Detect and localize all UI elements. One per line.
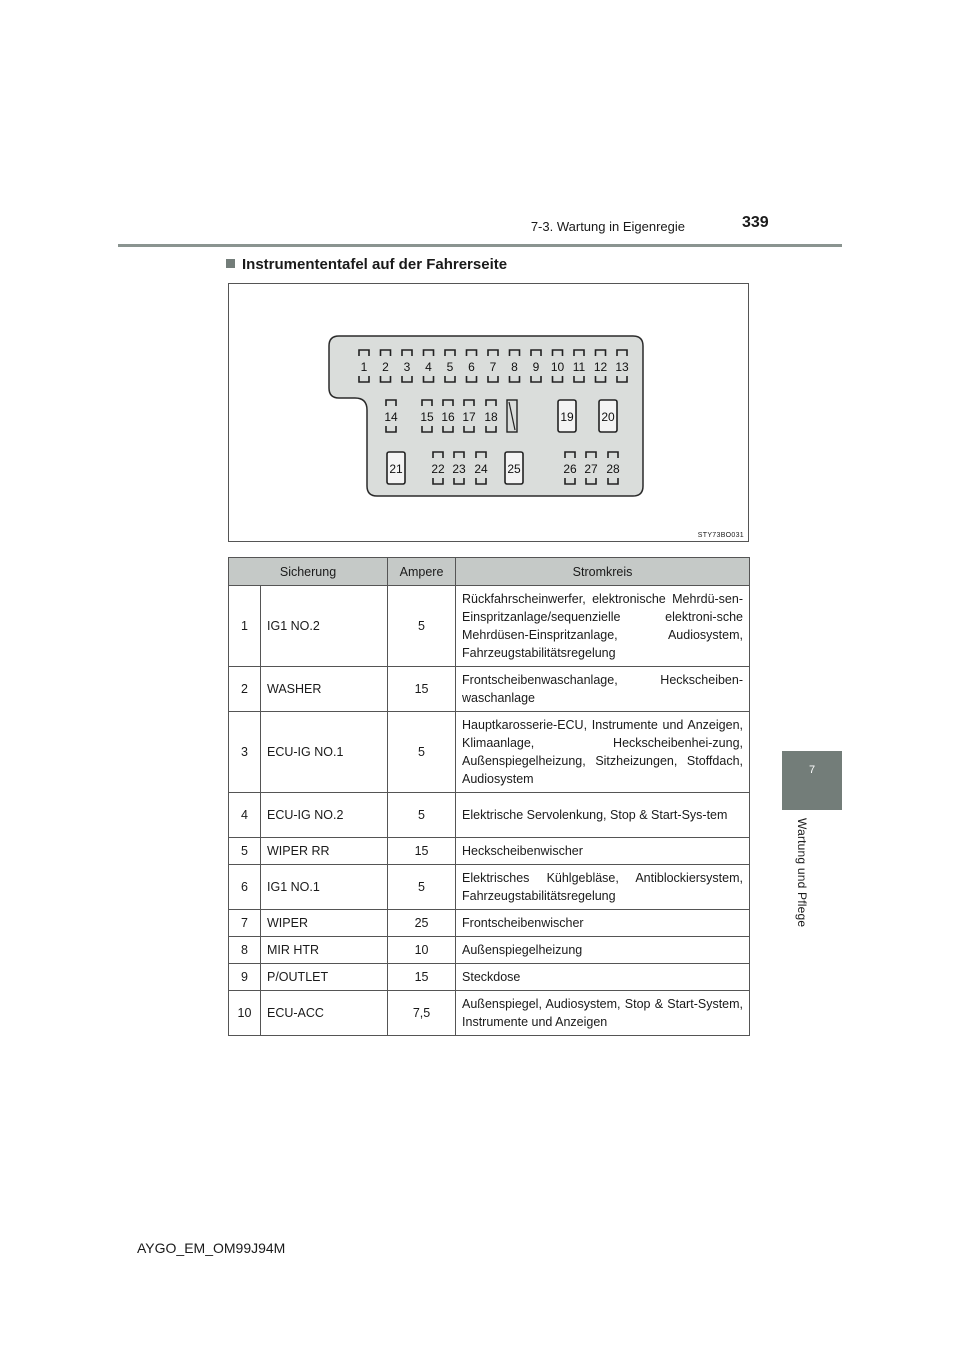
fuse-number: 3 [229,712,261,793]
fuse-box-diagram [229,284,748,541]
fuse-label: 25 [507,462,521,476]
table-row [229,712,750,793]
fuse-label: 17 [462,410,476,424]
fuse-ampere: 25 [388,910,456,937]
fuse-circuit: Außenspiegelheizung [456,937,750,964]
fuse-name: WIPER RR [261,838,388,865]
fuse-name: WASHER [261,667,388,712]
fuse-label: 21 [389,462,403,476]
fuse-ampere: 15 [388,964,456,991]
fuse-name: P/OUTLET [261,964,388,991]
section-title: 7-3. Wartung in Eigenregie [530,219,685,234]
fuse-label: 9 [532,360,540,374]
fuse-label: 20 [601,410,615,424]
fuse-label: 12 [593,360,608,374]
fuse-number: 9 [229,964,261,991]
fuse-number: 8 [229,937,261,964]
fuse-name: MIR HTR [261,937,388,964]
fuse-circuit: Elektrische Servolenkung, Stop & Start-Sys-tem [456,793,750,838]
section-heading [226,256,507,273]
table-row [229,865,750,910]
fuse-ampere: 5 [388,712,456,793]
fuse-label: 5 [446,360,454,374]
fuse-label: 8 [511,360,518,374]
fuse-label: 19 [560,410,574,424]
table-row [229,991,750,1036]
fuse-ampere: 15 [388,667,456,712]
fuse-ampere: 5 [388,793,456,838]
heading-square-icon [226,259,235,268]
fuse-circuit: Heckscheibenwischer [456,838,750,865]
table-row [229,937,750,964]
fuse-ampere: 10 [388,937,456,964]
fuse-circuit: Frontscheibenwischer [456,910,750,937]
fuse-box-figure [228,283,749,542]
fuse-ampere: 15 [388,838,456,865]
fuse-ampere: 5 [388,586,456,667]
chapter-tab-number: 7 [808,764,816,776]
figure-code: STY73BO031 [697,532,744,539]
fuse-label: 16 [441,410,455,424]
fuse-label: 15 [420,410,434,424]
table-row [229,910,750,937]
fuse-name: ECU-IG NO.1 [261,712,388,793]
fuse-label: 10 [550,360,565,374]
fuse-label: 24 [474,462,488,476]
fuse-name: ECU-ACC [261,991,388,1036]
fuse-table [228,557,750,1036]
table-row [229,586,750,667]
fuse-label: 23 [452,462,466,476]
fuse-label: 6 [468,360,475,374]
table-header-row [229,558,750,586]
fuse-number: 7 [229,910,261,937]
fuse-label: 11 [572,360,586,374]
fuse-circuit: Elektrisches Kühlgebläse, Antiblockiersystem, Fahrzeugstabilitätsregelung [456,865,750,910]
column-header-circuit: Stromkreis [456,558,750,586]
fuse-number: 6 [229,865,261,910]
fuse-label: 14 [384,410,398,424]
fuse-name: IG1 NO.1 [261,865,388,910]
table-row [229,964,750,991]
fuse-name: ECU-IG NO.2 [261,793,388,838]
fuse-ampere: 7,5 [388,991,456,1036]
fuse-label: 27 [584,462,598,476]
section-heading-text: Instrumententafel auf der Fahrerseite [242,256,508,273]
fuse-label: 7 [489,360,497,374]
fuse-circuit: Frontscheibenwaschanlage, Heckscheiben-waschanlage [456,667,750,712]
table-row [229,667,750,712]
fuse-number: 5 [229,838,261,865]
table-row [229,793,750,838]
fuse-ampere: 5 [388,865,456,910]
column-header-ampere: Ampere [388,558,456,586]
chapter-tab [782,751,842,810]
fuse-circuit: Hauptkarosserie-ECU, Instrumente und Anzeigen, Klimaanlage, Heckscheibenhei-zung, Außenspiegelheizung, Sitzheizungen, Stoffdach, Audiosystem [456,712,750,793]
fuse-number: 10 [229,991,261,1036]
fuse-label: 18 [484,410,498,424]
fuse-circuit: Außenspiegel, Audiosystem, Stop & Start-System, Instrumente und Anzeigen [456,991,750,1036]
fuse-label: 13 [615,360,629,374]
fuse-label: 3 [403,360,411,374]
fuse-number: 2 [229,667,261,712]
fuse-label: 2 [382,360,389,374]
fuse-name: IG1 NO.2 [261,586,388,667]
fuse-name: WIPER [261,910,388,937]
fuse-label: 22 [431,462,445,476]
document-code: AYGO_EM_OM99J94M [137,1240,286,1256]
chapter-tab-label: Wartung und Pflege [795,818,809,928]
fuse-label: 28 [606,462,620,476]
page-number: 339 [742,214,769,231]
fuse-number: 4 [229,793,261,838]
fuse-circuit: Steckdose [456,964,750,991]
fuse-label: 26 [563,462,577,476]
fuse-label: 4 [425,360,432,374]
fuse-number: 1 [229,586,261,667]
fuse-label: 1 [360,360,368,374]
column-header-fuse: Sicherung [229,558,388,586]
table-row [229,838,750,865]
fuse-circuit: Rückfahrscheinwerfer, elektronische Mehrdü-sen-Einspritzanlage/sequenzielle elektroni-sche Mehrdüsen-Einspritzanlage, Audiosystem, Fahrzeugstabilitätsregelung [456,586,750,667]
header-divider [118,244,842,247]
